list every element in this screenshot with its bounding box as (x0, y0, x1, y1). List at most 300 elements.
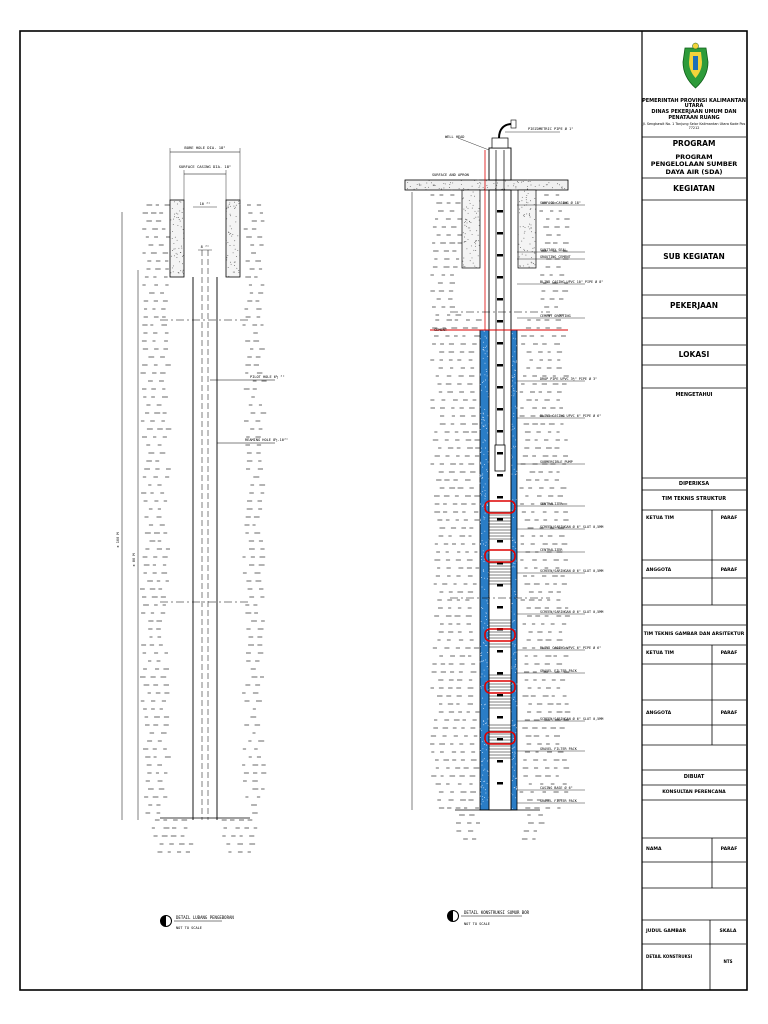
concrete-dot (527, 186, 528, 187)
concrete-dot (514, 563, 515, 564)
concrete-dot (483, 660, 484, 661)
concrete-dot (530, 209, 531, 210)
ketua-tim-label: KETUA TIM (646, 516, 674, 522)
concrete-dot (514, 620, 515, 621)
concrete-dot (485, 545, 486, 546)
concrete-dot (173, 224, 174, 225)
concrete-dot (512, 380, 513, 381)
concrete-dot (463, 232, 464, 233)
concrete-dot (173, 243, 174, 244)
concrete-dot (520, 265, 521, 266)
pipe-flange (511, 120, 516, 128)
concrete-dot (487, 799, 488, 800)
concrete-dot (487, 770, 488, 771)
concrete-dot (235, 262, 236, 263)
concrete-dot (469, 200, 470, 201)
concrete-dot (170, 219, 171, 220)
concrete-dot (487, 578, 488, 579)
program-value: PROGRAM PENGELOLAAN SUMBER DAYA AIR (SDA) (650, 152, 738, 176)
concrete-dot (481, 448, 482, 449)
construction-label: SANITARY SEAL (540, 248, 567, 252)
concrete-dot (559, 184, 560, 185)
concrete-dot (480, 781, 481, 782)
concrete-dot (557, 183, 558, 184)
concrete-dot (234, 240, 235, 241)
concrete-dot (475, 217, 476, 218)
concrete-dot (513, 725, 514, 726)
pipe-joint (497, 408, 503, 411)
concrete-dot (474, 242, 475, 243)
concrete-dot (512, 333, 513, 334)
concrete-dot (523, 238, 524, 239)
concrete-dot (516, 652, 517, 653)
pipe-joint (497, 716, 503, 719)
right-caption: DETAIL KONSTRUKSI SUMUR BOR (464, 910, 530, 915)
concrete-dot (234, 208, 235, 209)
concrete-dot (483, 516, 484, 517)
concrete-dot (529, 267, 530, 268)
concrete-dot (512, 566, 513, 567)
concrete-dot (468, 239, 469, 240)
concrete-dot (178, 273, 179, 274)
concrete-dot (463, 258, 464, 259)
concrete-dot (470, 253, 471, 254)
concrete-dot (531, 262, 532, 263)
concrete-dot (480, 375, 481, 376)
concrete-dot (233, 252, 234, 253)
concrete-dot (174, 255, 175, 256)
tim-teknis-struktur: TIM TEKNIS STRUKTUR (661, 496, 727, 503)
concrete-dot (515, 474, 516, 475)
concrete-dot (483, 442, 484, 443)
submersible-pump (495, 445, 505, 471)
agency-line: PEMERINTAH PROVINSI KALIMANTAN UTARA (642, 97, 746, 110)
concrete-dot (488, 396, 489, 397)
concrete-dot (512, 643, 513, 644)
concrete-dot (483, 187, 484, 188)
pipe-joint (497, 452, 503, 455)
concrete-dot (178, 217, 179, 218)
discharge-pipe (499, 124, 512, 138)
concrete-dot (482, 506, 483, 507)
concrete-dot (237, 250, 238, 251)
concrete-dot (535, 232, 536, 233)
concrete-dot (449, 187, 450, 188)
concrete-dot (462, 224, 463, 225)
concrete-dot (519, 212, 520, 213)
concrete-dot (484, 561, 485, 562)
concrete-dot (516, 408, 517, 409)
concrete-dot (174, 216, 175, 217)
concrete-dot (483, 642, 484, 643)
concrete-dot (480, 728, 481, 729)
paraf-label: PARAF (720, 651, 738, 657)
concrete-dot (463, 188, 464, 189)
concrete-dot (481, 607, 482, 608)
concrete-dot (179, 219, 180, 220)
concrete-dot (480, 384, 481, 385)
concrete-dot (465, 233, 466, 234)
concrete-dot (553, 189, 554, 190)
concrete-dot (487, 662, 488, 663)
concrete-dot (487, 783, 488, 784)
concrete-dot (564, 188, 565, 189)
concrete-dot (488, 451, 489, 452)
concrete-dot (480, 523, 481, 524)
concrete-dot (485, 483, 486, 484)
concrete-dot (530, 208, 531, 209)
concrete-dot (528, 193, 529, 194)
concrete-dot (480, 413, 481, 414)
concrete-dot (514, 747, 515, 748)
concrete-dot (481, 390, 482, 391)
concrete-dot (483, 413, 484, 414)
concrete-dot (239, 255, 240, 256)
concrete-dot (476, 230, 477, 231)
concrete-dot (524, 250, 525, 251)
concrete-dot (522, 197, 523, 198)
concrete-dot (481, 761, 482, 762)
concrete-dot (472, 186, 473, 187)
concrete-dot (483, 720, 484, 721)
concrete-dot (484, 517, 485, 518)
concrete-dot (486, 749, 487, 750)
concrete-dot (173, 219, 174, 220)
concrete-dot (182, 272, 183, 273)
pipe-joint (497, 782, 503, 785)
paraf-label: PARAF (720, 516, 738, 522)
concrete-dot (480, 483, 481, 484)
concrete-dot (236, 205, 237, 206)
concrete-dot (483, 685, 484, 686)
concrete-dot (485, 645, 486, 646)
concrete-dot (470, 260, 471, 261)
concrete-dot (479, 182, 480, 183)
concrete-dot (485, 347, 486, 348)
concrete-dot (524, 191, 525, 192)
concrete-dot (534, 241, 535, 242)
concrete-dot (505, 181, 506, 182)
concrete-dot (515, 406, 516, 407)
concrete-dot (474, 218, 475, 219)
concrete-dot (473, 192, 474, 193)
concrete-dot (486, 185, 487, 186)
concrete-dot (487, 631, 488, 632)
concrete-dot (479, 189, 480, 190)
pipe-joint (497, 584, 503, 587)
construction-label: SCREEN/SARINGAN Ø 6" SLOT 0,5MM (540, 717, 604, 721)
concrete-dot (487, 351, 488, 352)
concrete-dot (516, 391, 517, 392)
construction-label: SURFACE CASING Ø 18" (540, 201, 581, 205)
concrete-dot (519, 256, 520, 257)
concrete-dot (452, 182, 453, 183)
concrete-dot (518, 255, 519, 256)
skala-label: SKALA (719, 929, 737, 935)
concrete-dot (482, 540, 483, 541)
concrete-dot (482, 478, 483, 479)
concrete-dot (483, 544, 484, 545)
concrete-dot (523, 215, 524, 216)
pipe-joint (497, 650, 503, 653)
concrete-dot (475, 243, 476, 244)
concrete-dot (482, 765, 483, 766)
concrete-dot (484, 758, 485, 759)
concrete-dot (520, 266, 521, 267)
concrete-dot (483, 770, 484, 771)
concrete-dot (463, 190, 464, 191)
concrete-dot (485, 440, 486, 441)
concrete-dot (515, 691, 516, 692)
concrete-dot (516, 705, 517, 706)
concrete-dot (484, 578, 485, 579)
concrete-dot (516, 788, 517, 789)
concrete-dot (450, 182, 451, 183)
concrete-dot (519, 201, 520, 202)
concrete-dot (523, 249, 524, 250)
concrete-dot (485, 640, 486, 641)
concrete-dot (515, 338, 516, 339)
concrete-dot (482, 477, 483, 478)
concrete-dot (524, 216, 525, 217)
concrete-dot (483, 801, 484, 802)
concrete-dot (240, 204, 241, 205)
concrete-dot (177, 240, 178, 241)
concrete-dot (515, 664, 516, 665)
concrete-dot (177, 204, 178, 205)
concrete-dot (180, 221, 181, 222)
concrete-dot (234, 262, 235, 263)
concrete-dot (523, 226, 524, 227)
mengetahui-label: MENGETAHUI (675, 392, 713, 399)
concrete-dot (515, 548, 516, 549)
concrete-dot (464, 242, 465, 243)
concrete-dot (175, 248, 176, 249)
concrete-dot (518, 234, 519, 235)
concrete-dot (229, 204, 230, 205)
concrete-dot (238, 270, 239, 271)
concrete-dot (493, 183, 494, 184)
concrete-dot (511, 668, 512, 669)
concrete-dot (479, 200, 480, 201)
concrete-dot (474, 180, 475, 181)
concrete-dot (473, 250, 474, 251)
concrete-dot (527, 189, 528, 190)
concrete-dot (532, 248, 533, 249)
concrete-dot (480, 792, 481, 793)
concrete-dot (512, 603, 513, 604)
concrete-dot (488, 771, 489, 772)
concrete-dot (511, 465, 512, 466)
concrete-dot (514, 428, 515, 429)
concrete-dot (484, 350, 485, 351)
concrete-dot (482, 474, 483, 475)
agency-address: Jl. Sengkawit No. 1 Tanjung Selor Kalimantan Utara Kode Pos 77212 (642, 122, 746, 130)
concrete-dot (181, 226, 182, 227)
concrete-dot (512, 752, 513, 753)
concrete-dot (514, 652, 515, 653)
concrete-dot (515, 542, 516, 543)
pipe-joint (497, 386, 503, 389)
concrete-dot (512, 424, 513, 425)
concrete-dot (480, 653, 481, 654)
concrete-dot (486, 346, 487, 347)
concrete-dot (433, 185, 434, 186)
concrete-dot (485, 659, 486, 660)
concrete-dot (515, 439, 516, 440)
concrete-dot (515, 644, 516, 645)
concrete-dot (486, 469, 487, 470)
konsultan-label: KONSULTAN PERENCANA (662, 789, 726, 795)
concrete-dot (518, 244, 519, 245)
judul-gambar-label: JUDUL GAMBAR (646, 929, 687, 935)
government-emblem-icon (683, 43, 708, 88)
concrete-dot (513, 361, 514, 362)
concrete-dot (233, 272, 234, 273)
pipe-joint (497, 342, 503, 345)
concrete-dot (231, 228, 232, 229)
concrete-dot (230, 233, 231, 234)
concrete-dot (514, 361, 515, 362)
concrete-dot (527, 202, 528, 203)
concrete-dot (226, 243, 227, 244)
concrete-dot (487, 719, 488, 720)
construction-label: CEMENT GROUTING (540, 314, 571, 318)
concrete-dot (483, 721, 484, 722)
concrete-dot (481, 559, 482, 560)
concrete-dot (426, 183, 427, 184)
concrete-dot (235, 207, 236, 208)
concrete-dot (481, 556, 482, 557)
concrete-dot (176, 253, 177, 254)
dim-label: 8 ²" (200, 245, 210, 249)
concrete-dot (476, 267, 477, 268)
concrete-dot (468, 189, 469, 190)
well-head (489, 148, 511, 180)
concrete-dot (480, 429, 481, 430)
concrete-dot (562, 188, 563, 189)
concrete-dot (515, 187, 516, 188)
concrete-dot (466, 207, 467, 208)
concrete-dot (227, 255, 228, 256)
concrete-dot (483, 342, 484, 343)
concrete-dot (476, 213, 477, 214)
concrete-dot (486, 600, 487, 601)
concrete-dot (530, 181, 531, 182)
soil-hatch-left (140, 205, 267, 852)
concrete-dot (468, 213, 469, 214)
concrete-dot (465, 241, 466, 242)
concrete-dot (484, 439, 485, 440)
concrete-dot (488, 462, 489, 463)
concrete-dot (482, 674, 483, 675)
paraf-label: PARAF (720, 847, 738, 853)
well-head-cap (492, 138, 508, 148)
concrete-dot (535, 260, 536, 261)
outer-frame (20, 31, 747, 990)
concrete-dot (466, 220, 467, 221)
concrete-dot (530, 217, 531, 218)
concrete-dot (513, 338, 514, 339)
concrete-dot (480, 646, 481, 647)
concrete-dot (482, 382, 483, 383)
concrete-dot (534, 247, 535, 248)
concrete-dot (512, 457, 513, 458)
concrete-dot (512, 540, 513, 541)
concrete-dot (520, 247, 521, 248)
concrete-dot (518, 182, 519, 183)
concrete-dot (515, 382, 516, 383)
concrete-dot (470, 203, 471, 204)
construction-label: BLIND CASING UPVC 6" PIPE Ø 6" (540, 414, 602, 418)
concrete-dot (513, 395, 514, 396)
concrete-dot (508, 185, 509, 186)
concrete-dot (238, 201, 239, 202)
concrete-dot (461, 180, 462, 181)
concrete-dot (480, 750, 481, 751)
concrete-dot (229, 202, 230, 203)
depth-label: ± 100 M (116, 532, 120, 548)
concrete-dot (468, 208, 469, 209)
concrete-dot (486, 619, 487, 620)
concrete-dot (485, 490, 486, 491)
concrete-dot (429, 180, 430, 181)
concrete-dot (535, 267, 536, 268)
concrete-dot (480, 463, 481, 464)
concrete-dot (230, 245, 231, 246)
concrete-dot (521, 241, 522, 242)
concrete-dot (526, 213, 527, 214)
concrete-dot (480, 338, 481, 339)
concrete-dot (441, 189, 442, 190)
concrete-dot (183, 270, 184, 271)
concrete-dot (174, 214, 175, 215)
concrete-dot (482, 741, 483, 742)
concrete-dot (428, 187, 429, 188)
concrete-dot (479, 220, 480, 221)
concrete-dot (230, 226, 231, 227)
concrete-dot (469, 227, 470, 228)
concrete-dot (528, 226, 529, 227)
concrete-dot (484, 519, 485, 520)
concrete-dot (483, 554, 484, 555)
annotation: SURFACE AND APRON (432, 173, 469, 177)
concrete-dot (176, 217, 177, 218)
concrete-dot (483, 349, 484, 350)
nama-label: NAMA (646, 847, 662, 853)
concrete-dot (515, 629, 516, 630)
right-caption-scale: NOT TO SCALE (464, 922, 490, 926)
concrete-dot (526, 197, 527, 198)
concrete-dot (180, 270, 181, 271)
concrete-dot (467, 222, 468, 223)
concrete-dot (477, 183, 478, 184)
concrete-dot (480, 493, 481, 494)
concrete-dot (236, 216, 237, 217)
concrete-dot (238, 272, 239, 273)
diperiksa-label: DIPERIKSA (678, 480, 710, 487)
concrete-dot (539, 185, 540, 186)
concrete-dot (515, 753, 516, 754)
concrete-dot (484, 589, 485, 590)
concrete-dot (512, 621, 513, 622)
concrete-dot (512, 429, 513, 430)
concrete-dot (228, 207, 229, 208)
concrete-dot (531, 257, 532, 258)
concrete-dot (529, 228, 530, 229)
concrete-dot (483, 417, 484, 418)
concrete-dot (515, 446, 516, 447)
